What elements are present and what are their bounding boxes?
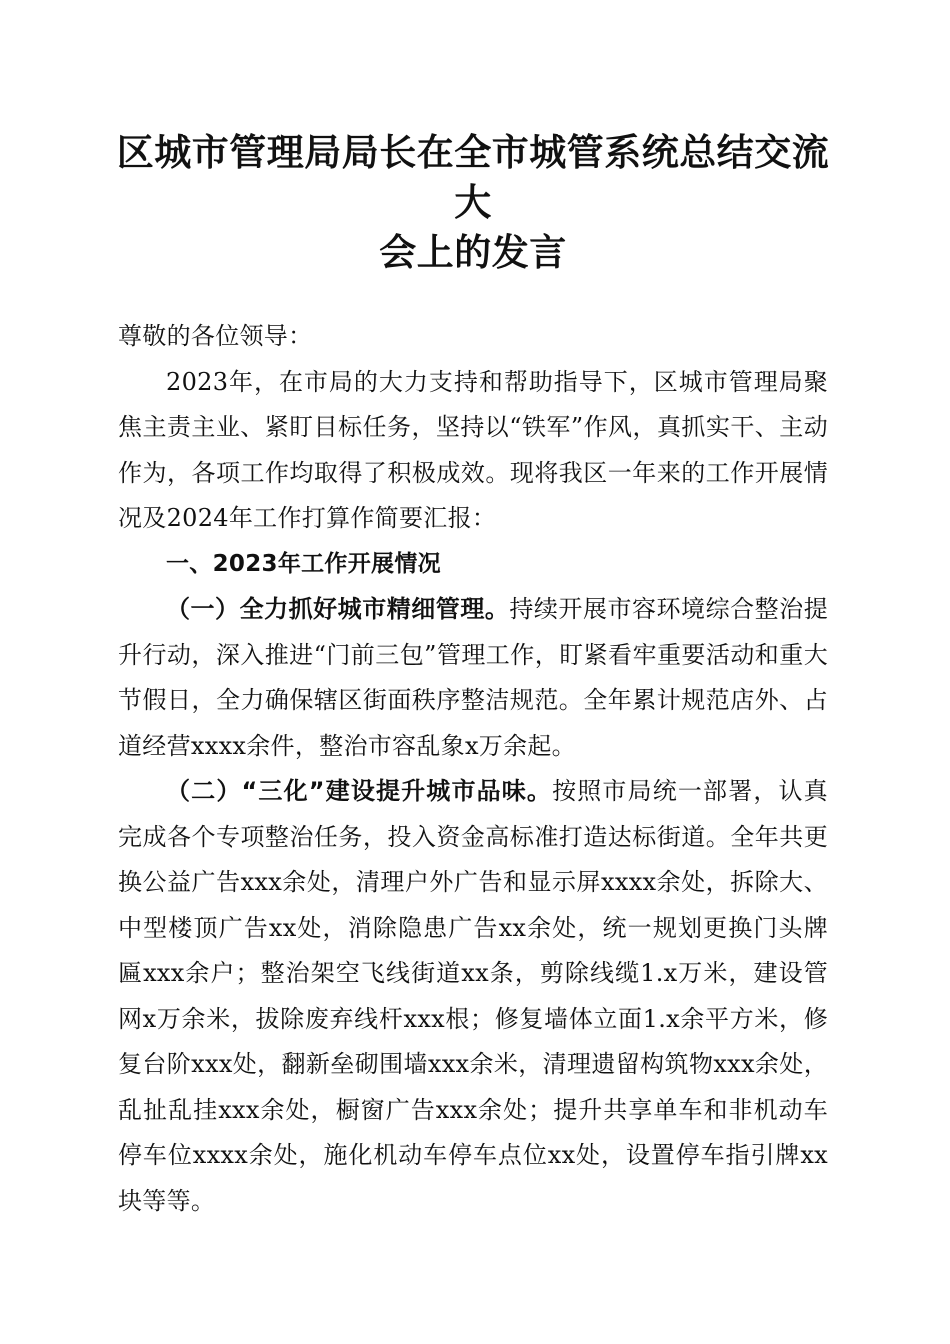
section-heading-1: 一、2023年工作开展情况 — [166, 550, 441, 577]
document-page — [118, 128, 828, 1224]
intro-paragraph: 2023年，在市局的大力支持和帮助指导下，区城市管理局聚焦主责主业、紧盯目标任务，坚持以“铁军”作风，真抓实干、主动作为，各项工作均取得了积极成效。现将我区一年来的工作开展情况及2024年工作打算作简要汇报： — [118, 367, 828, 532]
salutation: 尊敬的各位领导： — [118, 322, 313, 350]
title-line-1: 区城市管理局局长在全市城管系统总结交流大 — [116, 131, 830, 224]
item-heading-2: （二）“三化”建设提升城市品味。 — [166, 777, 553, 805]
document-title — [108, 128, 838, 278]
item-paragraph-1 — [118, 587, 828, 769]
item-text-2: 按照市局统一部署，认真完成各个专项整治任务，投入资金高标准打造达标街道。全年共更换公益广告xxx余处，清理户外广告和显示屏xxxx余处，拆除大、中型楼顶广告xx处，消除隐患广告xx余处，统一规划更换门头牌匾xxx余户；整治架空飞线街道xx条，剪除线缆1.x万米，建设管网x万余米，拔除废弃线杆xxx根；修复墙体立面1.x余平方米，修复台阶xxx处，翻新垒砌围墙xxx余米，清理遗留构筑物xxx余处，乱扯乱挂xxx余处，橱窗广告xxx余处；提升共享单车和非机动车停车位xxxx余处，施化机动车停车点位xx处，设置停车指引牌xx块等等。 — [118, 777, 829, 1215]
item-text-1: 持续开展市容环境综合整治提升行动，深入推进“门前三包”管理工作，盯紧看牢重要活动和重大节假日，全力确保辖区街面秩序整洁规范。全年累计规范店外、占道经营xxxx余件，整治市容乱象x万余起。 — [118, 595, 828, 760]
item-heading-1: （一）全力抓好城市精细管理。 — [166, 595, 510, 623]
item-paragraph-2 — [118, 769, 828, 1224]
title-line-2: 会上的发言 — [379, 231, 567, 274]
document-body — [118, 314, 828, 1224]
